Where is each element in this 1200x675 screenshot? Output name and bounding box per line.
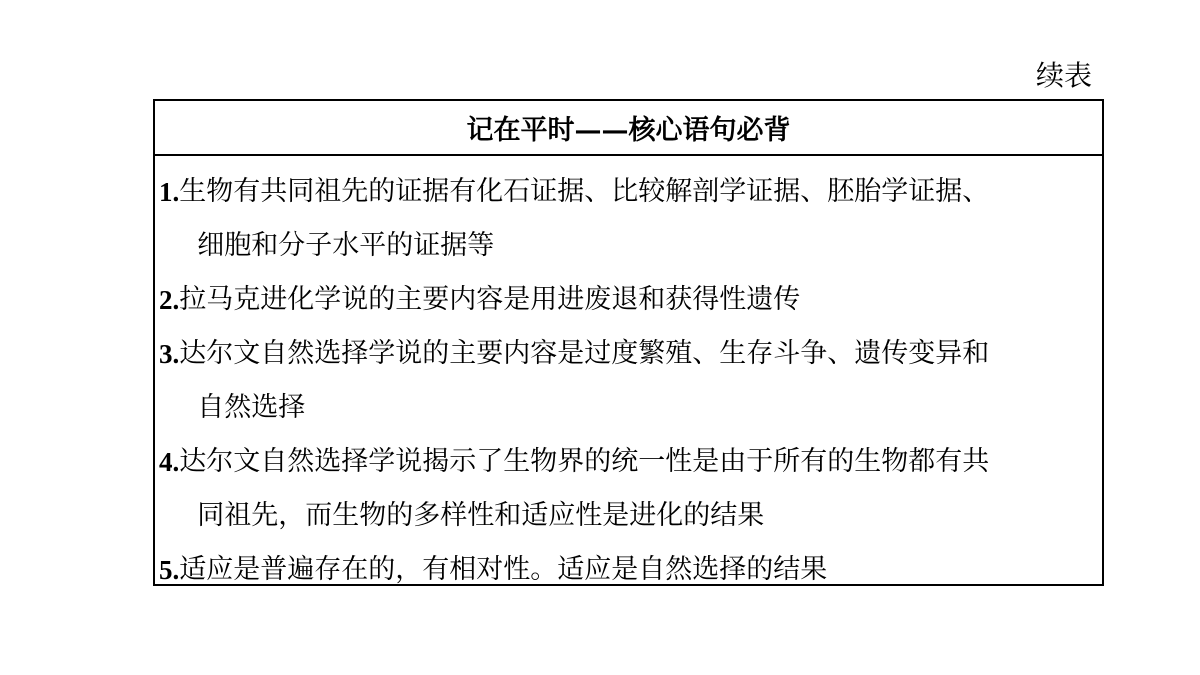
list-item <box>159 435 1092 543</box>
item-line: 自然选择 <box>197 392 306 423</box>
list-item <box>159 543 1092 597</box>
item-line: 生物有共同祖先的证据有化石证据、比较解剖学证据、胚胎学证据、 <box>179 176 990 207</box>
item-number: 1. <box>159 177 180 207</box>
item-number: 4. <box>159 447 180 477</box>
item-line: 适应是普遍存在的，有相对性。适应是自然选择的结果 <box>179 554 828 585</box>
item-line: 拉马克进化学说的主要内容是用进废退和获得性遗传 <box>179 284 801 315</box>
item-number: 5. <box>159 555 180 585</box>
list-item <box>159 327 1092 435</box>
continued-table-label: 续表 <box>1036 59 1093 92</box>
item-text <box>179 165 1092 273</box>
list-item <box>159 273 1092 327</box>
item-line: 细胞和分子水平的证据等 <box>197 230 495 261</box>
table-title: 记在平时——核心语句必背 <box>155 101 1102 156</box>
item-text <box>179 435 1092 543</box>
item-text <box>179 543 1092 597</box>
item-number: 2. <box>159 285 180 315</box>
summary-table <box>153 99 1104 586</box>
item-text <box>179 327 1092 435</box>
table-body <box>155 156 1102 597</box>
item-line: 达尔文自然选择学说揭示了生物界的统一性是由于所有的生物都有共 <box>179 446 990 477</box>
item-number: 3. <box>159 339 180 369</box>
item-line: 同祖先，而生物的多样性和适应性是进化的结果 <box>197 500 765 531</box>
list-item <box>159 165 1092 273</box>
item-text <box>179 273 1092 327</box>
item-line: 达尔文自然选择学说的主要内容是过度繁殖、生存斗争、遗传变异和 <box>179 338 990 369</box>
